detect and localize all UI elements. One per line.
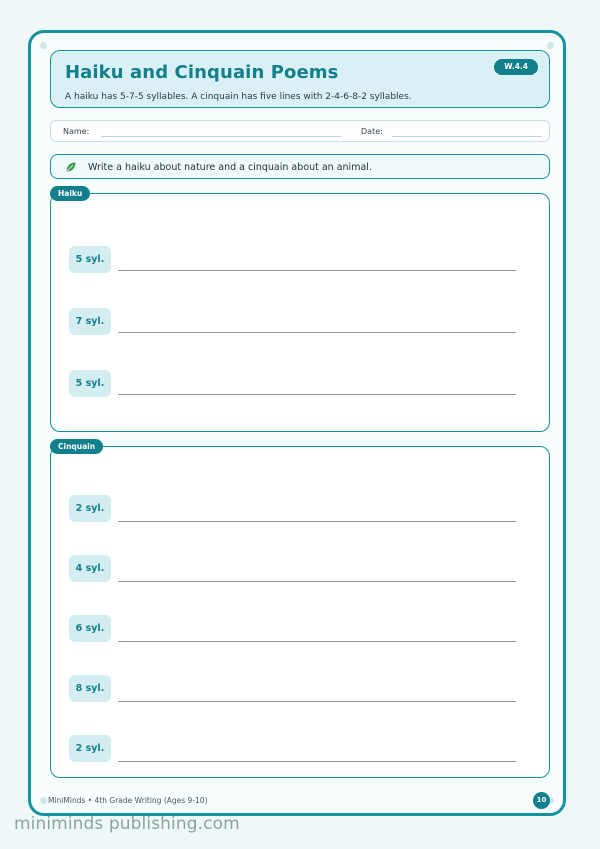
syllable-badge: 5 syl. — [69, 246, 111, 273]
publisher-watermark: miniminds publishing.com — [14, 814, 240, 834]
header-panel — [50, 50, 550, 108]
syllable-badge: 6 syl. — [69, 615, 111, 642]
cinquain-line-1[interactable] — [118, 521, 516, 522]
corner-dot — [40, 42, 47, 49]
syllable-badge: 2 syl. — [69, 495, 111, 522]
corner-dot — [547, 42, 554, 49]
syllable-badge: 5 syl. — [69, 370, 111, 397]
syllable-badge: 4 syl. — [69, 555, 111, 582]
haiku-line-2[interactable] — [118, 332, 516, 333]
haiku-section — [50, 189, 550, 432]
page-subtitle: A haiku has 5-7-5 syllables. A cinquain has five lines with 2-4-6-8-2 syllables. — [65, 92, 412, 102]
cinquain-line-4[interactable] — [118, 701, 516, 702]
haiku-line-3[interactable] — [118, 394, 516, 395]
standard-badge: W.4.4 — [494, 59, 538, 75]
syllable-badge: 7 syl. — [69, 308, 111, 335]
cinquain-line-2[interactable] — [118, 581, 516, 582]
cinquain-section-title: Cinquain — [50, 439, 103, 454]
haiku-line-1[interactable] — [118, 270, 516, 271]
name-field[interactable] — [101, 136, 341, 137]
instruction-box — [50, 154, 550, 179]
instruction-text: Write a haiku about nature and a cinquain about an animal. — [88, 162, 372, 173]
cinquain-line-5[interactable] — [118, 761, 516, 762]
name-date-row — [50, 120, 550, 142]
leaf-icon — [65, 161, 77, 173]
haiku-section-title: Haiku — [50, 186, 90, 201]
syllable-badge: 2 syl. — [69, 735, 111, 762]
syllable-badge: 8 syl. — [69, 675, 111, 702]
cinquain-line-3[interactable] — [118, 641, 516, 642]
footer-text: MiniMinds • 4th Grade Writing (Ages 9-10) — [48, 796, 208, 805]
page-title: Haiku and Cinquain Poems — [65, 62, 339, 83]
worksheet-page — [28, 30, 566, 816]
cinquain-section — [50, 442, 550, 778]
date-label: Date: — [361, 127, 383, 136]
corner-dot — [40, 797, 47, 804]
page-number: 10 — [533, 792, 550, 809]
name-label: Name: — [63, 127, 90, 136]
date-field[interactable] — [392, 136, 542, 137]
